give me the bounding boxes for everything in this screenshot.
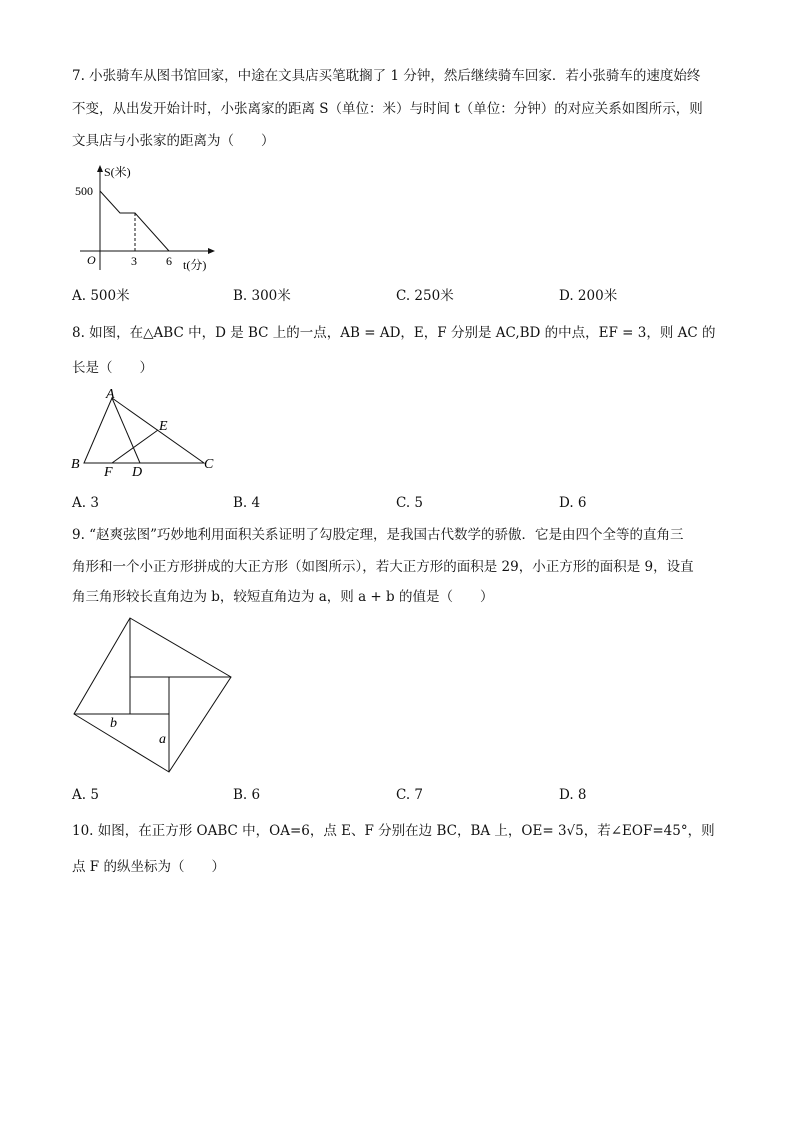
q7-y-tick-500: 500 xyxy=(75,184,93,198)
q7-x-tick-3: 3 xyxy=(131,254,137,268)
q9-stem-line2: 角形和一个小正方形拼成的大正方形（如图所示），若大正方形的面积是 29，小正方形的面积是 9，设直 xyxy=(72,559,694,575)
q7-option-d[interactable]: D. 200米 xyxy=(559,288,618,304)
q9-label-a: a xyxy=(159,732,166,747)
q9-option-c[interactable]: C. 7 xyxy=(396,787,424,803)
q7-x-axis-label: t(分) xyxy=(183,258,207,272)
q7-stem-line3: 文具店与小张家的距离为（ ） xyxy=(72,133,275,149)
q8-option-b[interactable]: B. 4 xyxy=(233,495,261,511)
q7-origin-label: O xyxy=(87,253,96,267)
q7-option-b[interactable]: B. 300米 xyxy=(233,288,291,304)
q7-option-c[interactable]: C. 250米 xyxy=(396,288,454,304)
q10-stem-line1: 10. 如图，在正方形 OABC 中，OA=6，点 E、F 分别在边 BC，BA 上，OE= 3√5，若∠EOF=45°，则 xyxy=(72,823,715,839)
q8-label-d: D xyxy=(132,465,143,480)
q7-y-axis-label: S(米) xyxy=(104,165,131,179)
q8-option-d[interactable]: D. 6 xyxy=(559,495,587,511)
q9-option-a[interactable]: A. 5 xyxy=(72,787,99,803)
q9-stem-line1: 9. “赵爽弦图”巧妙地利用面积关系证明了勾股定理，是我国古代数学的骄傲．它是由四个全等的直角三 xyxy=(72,527,684,543)
q9-option-b[interactable]: B. 6 xyxy=(233,787,261,803)
q9-option-d[interactable]: D. 8 xyxy=(559,787,587,803)
q10-stem-line2: 点 F 的纵坐标为（ ） xyxy=(72,859,225,875)
q8-label-c: C xyxy=(204,457,214,472)
q8-triangle-figure xyxy=(68,388,228,480)
q9-zhao-shuang-figure xyxy=(70,615,235,775)
q7-distance-time-graph xyxy=(70,160,230,275)
q7-stem-line1: 7. 小张骑车从图书馆回家，中途在文具店买笔耽搁了 1 分钟，然后继续骑车回家．若小张骑车的速度始终 xyxy=(72,68,701,84)
q7-x-tick-6: 6 xyxy=(166,254,172,268)
q8-label-f: F xyxy=(104,465,113,480)
q8-option-a[interactable]: A. 3 xyxy=(72,495,99,511)
q9-label-b: b xyxy=(110,716,117,731)
q7-option-a[interactable]: A. 500米 xyxy=(72,288,130,304)
q8-label-e: E xyxy=(159,419,168,434)
q7-stem-line2: 不变，从出发开始计时，小张离家的距离 S（单位：米）与时间 t（单位：分钟）的对应关系如图所示，则 xyxy=(72,101,703,117)
q8-label-b: B xyxy=(71,457,80,472)
q8-stem-line1: 8. 如图，在△ABC 中，D 是 BC 上的一点，AB = AD，E，F 分别是 AC,BD 的中点，EF = 3，则 AC 的 xyxy=(72,325,716,341)
q8-stem-line2: 长是（ ） xyxy=(72,360,153,376)
q8-option-c[interactable]: C. 5 xyxy=(396,495,424,511)
q8-label-a: A xyxy=(106,388,115,402)
q9-stem-line3: 角三角形较长直角边为 b，较短直角边为 a，则 a + b 的值是（ ） xyxy=(72,589,494,605)
